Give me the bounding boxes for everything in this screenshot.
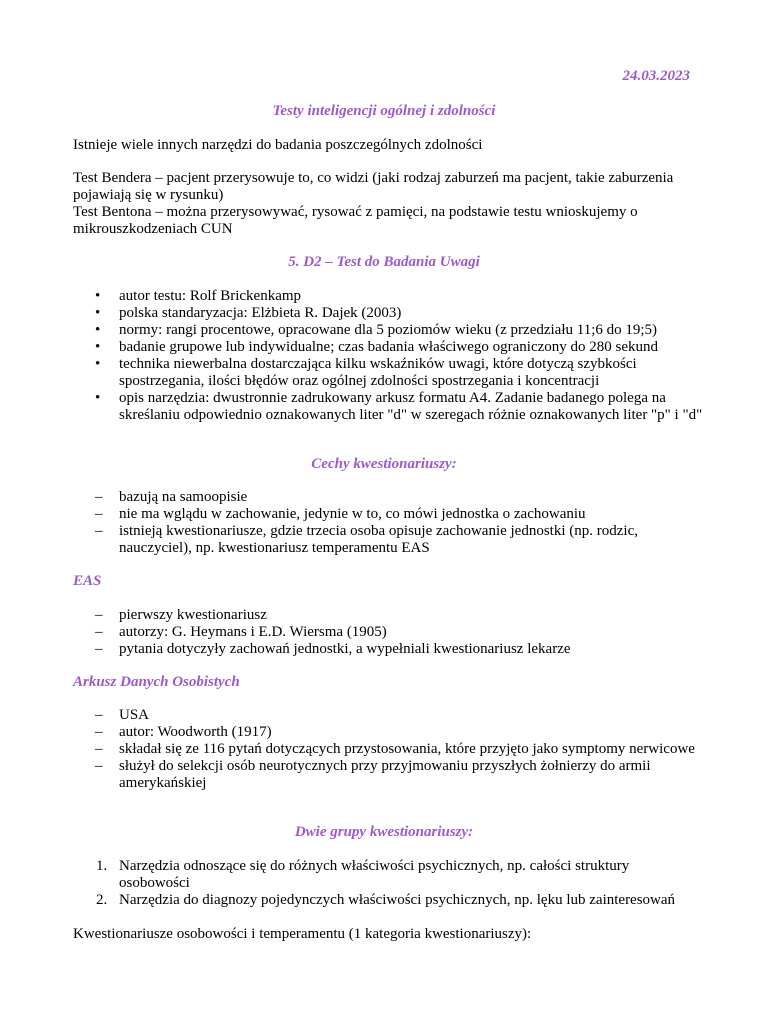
list-item (73, 523, 703, 557)
list-item (73, 641, 703, 658)
bullet-marker: • (95, 288, 101, 304)
list-item (73, 741, 703, 758)
eas-heading: EAS (73, 573, 102, 589)
list-item (73, 339, 703, 356)
list-item-text: składał się ze 116 pytań dotyczących przystosowania, które przyjęto jako symptomy nerwicowe (119, 741, 695, 757)
d2-heading: 5. D2 – Test do Badania Uwagi (288, 254, 480, 270)
intro-paragraph: Istnieje wiele innych narzędzi do badania poszczególnych zdolności (73, 137, 483, 153)
list-item (73, 724, 703, 741)
dash-marker: – (95, 489, 103, 505)
dash-marker: – (95, 758, 103, 774)
list-item-text: autorzy: G. Heymans i E.D. Wiersma (1905) (119, 624, 387, 640)
list-item (73, 356, 703, 390)
grupy-heading: Dwie grupy kwestionariuszy: (294, 824, 474, 840)
bullet-marker: • (95, 339, 101, 355)
list-item (73, 288, 703, 305)
list-item-text: nie ma wglądu w zachowanie, jedynie w to, co mówi jednostka o zachowaniu (119, 506, 586, 522)
dash-marker: – (95, 741, 103, 757)
dash-marker: – (95, 523, 103, 539)
list-item (73, 624, 703, 641)
list-item (73, 390, 703, 424)
list-item-text: pytania dotyczyły zachowań jednostki, a wypełniali kwestionariusz lekarze (119, 641, 571, 657)
list-item-text: normy: rangi procentowe, opracowane dla 5 poziomów wieku (z przedziału 11;6 do 19;5) (119, 322, 658, 338)
list-item (73, 892, 703, 909)
bullet-marker: • (95, 390, 101, 406)
list-item-text: USA (119, 707, 150, 723)
number-marker: 2. (96, 892, 108, 908)
arkusz-heading: Arkusz Danych Osobistych (73, 674, 240, 690)
list-item (73, 707, 703, 724)
list-item-text: służył do selekcji osób neurotycznych przy przyjmowaniu przyszłych żołnierzy do armii amerykańskiej (119, 758, 651, 791)
document-date: 24.03.2023 (622, 68, 690, 84)
list-item (73, 305, 703, 322)
list-item (73, 858, 703, 892)
list-item-text: badanie grupowe lub indywidualne; czas badania właściwego ograniczony do 280 sekund (119, 339, 659, 355)
list-item-text: istnieją kwestionariusze, gdzie trzecia osoba opisuje zachowanie jednostki (np. rodzic, nauczyciel), np. kwestionariusz temperamentu EAS (119, 523, 638, 556)
list-item-text: Narzędzia odnoszące się do różnych właściwości psychicznych, np. całości struktury osobowości (119, 858, 630, 891)
number-marker: 1. (96, 858, 108, 874)
bender-paragraph: Test Bendera – pacjent przerysowuje to, co widzi (jaki rodzaj zaburzeń ma pacjent, takie zaburzenia pojawiają się w rysunku) (73, 170, 674, 203)
bullet-marker: • (95, 356, 101, 372)
grupy-list (73, 858, 703, 909)
list-item (73, 506, 703, 523)
bullet-marker: • (95, 305, 101, 321)
list-item-text: opis narzędzia: dwustronnie zadrukowany arkusz formatu A4. Zadanie badanego polega na skreślaniu odpowiednio oznakowanych liter "d" w szeregach różnie oznakowanych liter "p" i "d" (119, 390, 703, 423)
list-item-text: technika niewerbalna dostarczająca kilku wskaźników uwagi, które dotyczą szybkości spostrzegania, ilości błędów oraz ogólnej zdolności spostrzegania i koncentracji (119, 356, 637, 389)
cechy-heading: Cechy kwestionariuszy: (311, 456, 457, 472)
d2-list (73, 288, 703, 424)
list-item (73, 758, 703, 792)
outro-paragraph: Kwestionariusze osobowości i temperamentu (1 kategoria kwestionariuszy): (73, 926, 532, 942)
dash-marker: – (95, 724, 103, 740)
document-title: Testy inteligencji ogólnej i zdolności (272, 103, 496, 119)
dash-marker: – (95, 506, 103, 522)
cechy-list (73, 489, 703, 557)
arkusz-list (73, 707, 703, 792)
list-item (73, 489, 703, 506)
list-item-text: Narzędzia do diagnozy pojedynczych właściwości psychicznych, np. lęku lub zainteresowań (119, 892, 676, 908)
benton-paragraph: Test Bentona – można przerysowywać, rysować z pamięci, na podstawie testu wnioskujemy o mikrouszkodzeniach CUN (73, 204, 638, 237)
bullet-marker: • (95, 322, 101, 338)
list-item (73, 322, 703, 339)
list-item (73, 607, 703, 624)
list-item-text: bazują na samoopisie (119, 489, 248, 505)
eas-list (73, 607, 703, 658)
dash-marker: – (95, 707, 103, 723)
list-item-text: pierwszy kwestionariusz (119, 607, 267, 623)
list-item-text: autor testu: Rolf Brickenkamp (119, 288, 302, 304)
dash-marker: – (95, 607, 103, 623)
list-item-text: polska standaryzacja: Elżbieta R. Dajek (2003) (119, 305, 402, 321)
dash-marker: – (95, 641, 103, 657)
dash-marker: – (95, 624, 103, 640)
list-item-text: autor: Woodworth (1917) (119, 724, 272, 740)
